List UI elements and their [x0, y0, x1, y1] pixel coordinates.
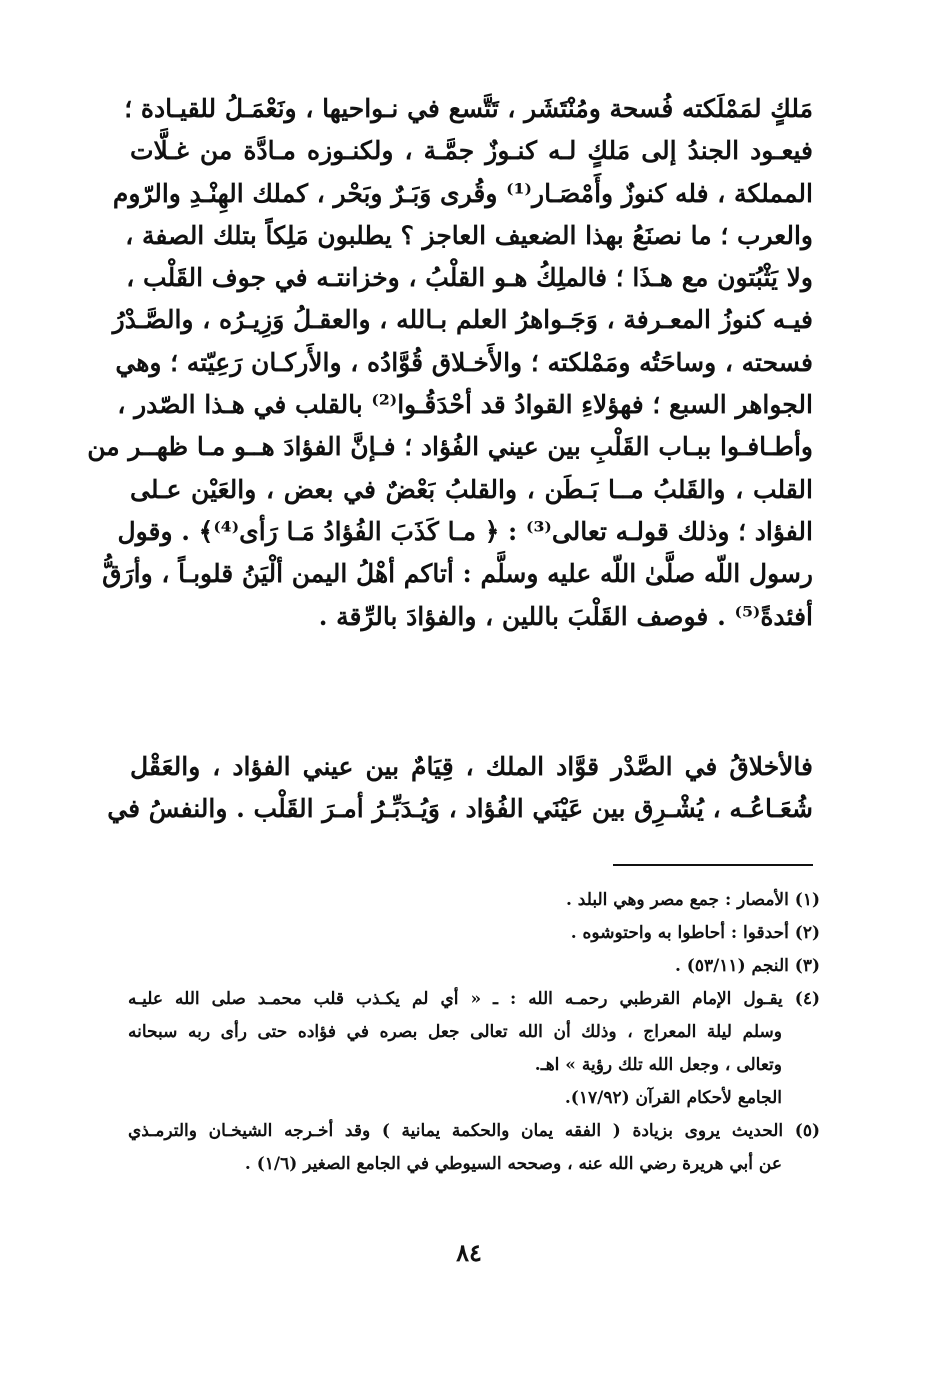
footnote-5: (٥) الحديث يروى بزيادة ( الفقه يمان والحكمة يمانية ) وقد أخـرجه الشيخـان والترمـذي	[128, 1121, 820, 1141]
text-line: فالأخلاقُ في الصَّدْر قوَّاد الملك ، قِيَامٌ بين عيني الفؤاد ، والعَقْل	[130, 752, 813, 781]
text-line: الفؤاد ؛ وذلك قولـه تعالى⁽³⁾ : ﴿ مـا كَذَبَ الفُؤادُ مَـا رَأى⁽⁴⁾﴾ . وقول	[117, 516, 813, 546]
footnote-2: (٢) أحدقوا : أحاطوا به واحتوشوه .	[570, 923, 820, 943]
footnote-4-line: وتعالى ، وجعل الله تلك رؤية » اهـ.	[534, 1055, 782, 1075]
text-line: والعرب ؛ ما نصنَعُ بهذا الضعيف العاجز ؟ يطلبون مَلِكاً بتلك الصفة ،	[125, 220, 813, 250]
text-line: فيـه كنوزُ المعـرفة ، وَجَـواهرُ العلم بـالله ، والعقـلُ وَزِيـرُه ، والصَّـدْرُ	[112, 305, 813, 335]
footnote-1: (١) الأمصار : جمع مصر وهي البلد .	[565, 890, 820, 910]
text-line: مَلكٍ لمَمْلَكته فُسحة ومُنْتَشَر ، تَتَّسع في نـواحيها ، ونَعْمَـلُ للقيـادة ؛	[124, 94, 813, 123]
text-line: المملكة ، فله كنوزٌ وأَمْصَـار⁽¹⁾ وقُرى وَبَـرٌ وبَحْر ، كملك الهِنْـدِ والرّوم	[112, 178, 813, 208]
text-line: وأطـافـوا ببـاب القَلْبِ بين عيني الفُؤاد ؛ فـإنَّ الفؤادَ هــو مـا ظهــر من	[87, 432, 813, 462]
text-line: ولا يَثْبُتون مع هـذَا ؛ فالملِكُ هـو القلْبُ ، وخزانتـه في جوف القَلْب ،	[126, 263, 813, 293]
text-line: شُعَـاعُـه ، يُشْـرِق بين عَيْنَي الفُؤاد ، وَيُـدَبِّـرُ أمـرَ القَلْب . والنفسُ في	[107, 794, 813, 824]
footnote-separator	[613, 864, 813, 866]
footnotes	[128, 884, 820, 1181]
text-line: فيعـود الجندُ إلى مَلكٍ لـه كنـوزٌ جمَّـة ، ولكنـوزه مـادَّة من غـلَّات	[130, 136, 813, 166]
footnote-5-line: عن أبي هريرة رضي الله عنه ، وصححه السيوطي في الجامع الصغير (١/٦) .	[244, 1154, 782, 1174]
main-paragraph	[87, 88, 813, 638]
text-line: القلب ، والقَلبُ مــا بَـطَن ، والقلبُ بَعْضٌ في بعض ، والعَيْن عـلى	[130, 474, 813, 504]
footnote-4-line: وسلم ليلة المعراج ، وذلك أن الله تعالى جعل بصره في فؤاده حتى رأى ربه سبحانه	[128, 1022, 782, 1042]
text-line: أفئدةً⁽⁵⁾ . فوصف القَلْبَ باللين ، والفؤادَ بالرِّقة .	[318, 601, 813, 631]
second-paragraph	[107, 746, 813, 831]
text-line: رسول اللّه صلَّىٰ اللّه عليه وسلَّم : أتاكم أهْلُ اليمن ألْيَنُ قلوبـاً ، وأرَقُّ	[102, 559, 813, 589]
text-line: فسحته ، وساحَتُه ومَمْلكته ؛ والأَخـلاق قُوَّادُه ، والأَركـان رَعِيّته ؛ وهي	[115, 347, 813, 377]
page-number: ٨٤	[456, 1238, 482, 1267]
text-line: الجواهر السبع ؛ فهؤلاءِ القوادُ قد أحْدَقُـوا⁽²⁾ بالقلب في هـذا الصّدر ،	[117, 390, 813, 420]
footnote-4: (٤) يقـول الإمام القرطبي رحمـه الله : ـ « أي لم يكـذب قلب محمـد صلى الله عليـه	[128, 989, 820, 1009]
footnote-3: (٣) النجم (٥٣/١١) .	[674, 956, 820, 976]
footnote-4-line: الجامع لأحكام القرآن (١٧/٩٢).	[564, 1088, 782, 1108]
